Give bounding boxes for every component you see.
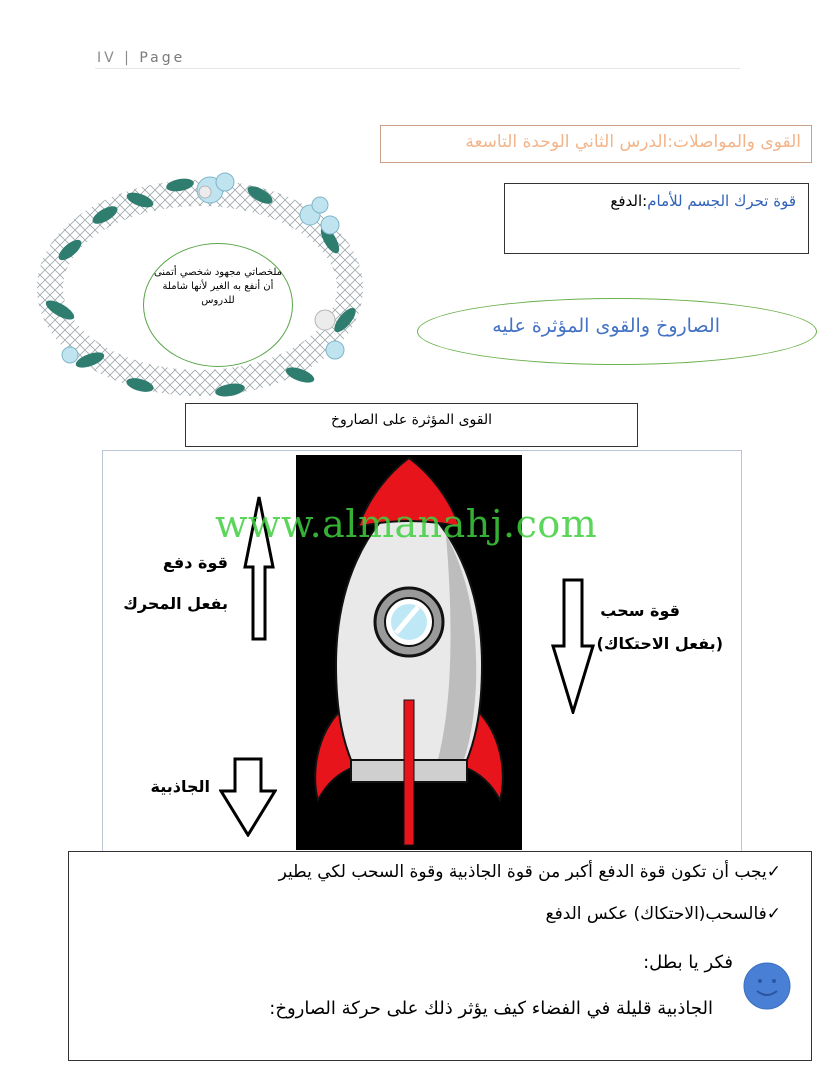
page-number: IV [97, 50, 117, 66]
watermark: www.almanahj.com [215, 502, 598, 546]
note-text: ملخصاتي مجهود شخصي أتمنى أن أنفع به الغير لأنها شاملة للدروس [153, 267, 283, 306]
check-text-2: فالسحب(الاحتكاك) عكس الدفع [545, 904, 767, 924]
thrust-label-line2: بفعل المحرك [123, 594, 228, 613]
page-separator: | [124, 50, 132, 66]
definition-colon: : [642, 192, 648, 210]
summary-box [68, 851, 812, 1061]
check-text-1: يجب أن تكون قوة الدفع أكبر من قوة الجاذبية وقوة السحب لكي يطير [278, 862, 767, 882]
question-text: الجاذبية قليلة في الفضاء كيف يؤثر ذلك على حركة الصاروخ: [269, 998, 713, 1019]
check-icon: ✓ [766, 904, 781, 924]
think-heading: فكر يا بطل: [643, 952, 733, 973]
forces-title: القوى المؤثرة على الصاروخ [185, 403, 638, 447]
page-header [97, 50, 185, 66]
drag-down-arrow-icon [551, 578, 595, 714]
definition-box [504, 183, 809, 254]
thrust-label-line1: قوة دفع [162, 553, 228, 572]
check-icon: ✓ [766, 862, 781, 882]
drag-label-line1: قوة سحب [600, 601, 680, 620]
page-word: Page [139, 50, 186, 66]
definition-meaning: قوة تحرك الجسم للأمام [647, 192, 796, 210]
gravity-label: الجاذبية [150, 777, 210, 796]
check-line-1 [279, 862, 781, 882]
header-rule [95, 68, 740, 69]
smiley-face-icon [743, 962, 791, 1010]
oval-heading: الصاروخ والقوى المؤثرة عليه [492, 315, 720, 337]
check-line-2 [546, 904, 781, 924]
gravity-down-arrow-icon [219, 757, 277, 837]
drag-label-line2: (بفعل الاحتكاك) [596, 634, 723, 653]
lesson-title: القوى والمواصلات:الدرس الثاني الوحدة التاسعة [380, 125, 812, 163]
definition-term: الدفع [610, 192, 643, 210]
